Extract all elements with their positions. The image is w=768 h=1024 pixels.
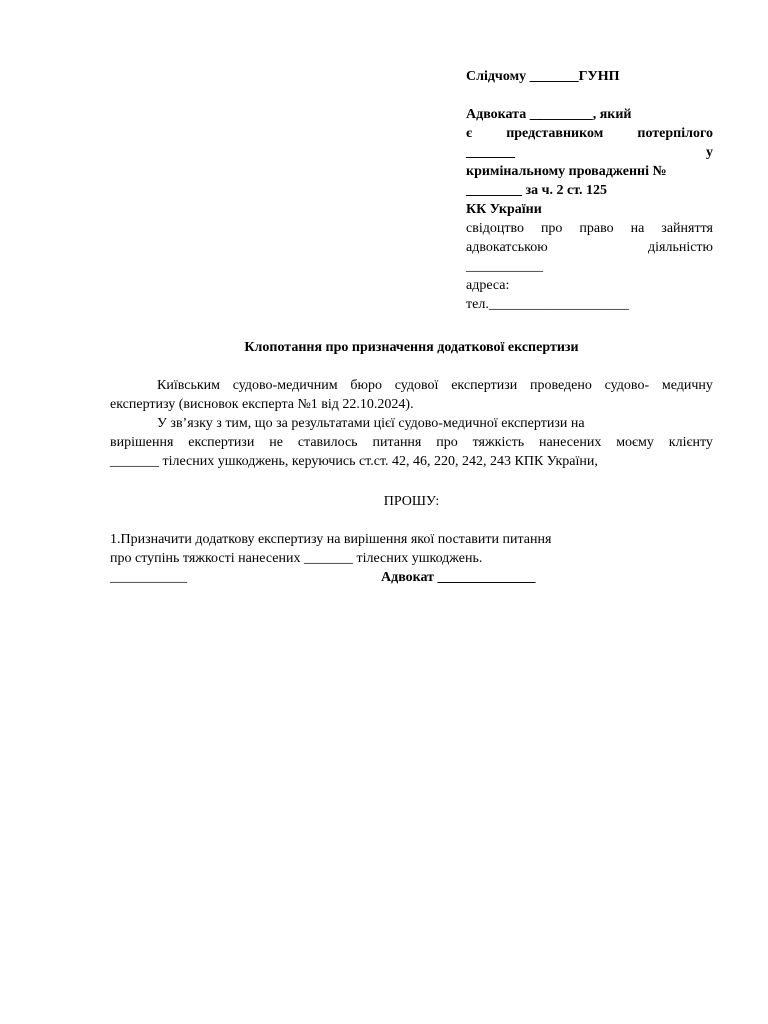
victim-line bbox=[466, 143, 713, 162]
activity-word: діяльністю bbox=[648, 240, 713, 255]
body-word: судово-медичним bbox=[232, 378, 338, 393]
request-heading: ПРОШУ: bbox=[383, 494, 440, 509]
cert-word: свідоцтво bbox=[466, 221, 524, 236]
phone-line: тел.____________________ bbox=[466, 297, 629, 312]
body-word: судово- bbox=[604, 378, 650, 393]
certificate-line bbox=[466, 219, 713, 238]
body-word: Київським bbox=[157, 378, 220, 393]
request-items bbox=[110, 530, 713, 568]
body-word: проведено bbox=[530, 378, 592, 393]
body-word: про bbox=[436, 435, 458, 450]
body-word: не bbox=[269, 435, 283, 450]
document-body bbox=[110, 376, 713, 471]
body-word: тяжкість bbox=[472, 435, 525, 450]
body-word: нанесених bbox=[538, 435, 602, 450]
spacer bbox=[466, 86, 713, 105]
body-word: експертизи bbox=[188, 435, 255, 450]
paragraph-1-line-1 bbox=[110, 376, 713, 395]
item-1-line-2: про ступінь тяжкості нанесених _______ тілесних ушкоджень. bbox=[110, 551, 483, 566]
paragraph-2-line-1: У зв’язку з тим, що за результатами цієї судово-медичної експертизи на bbox=[157, 416, 585, 431]
victim-u: у bbox=[706, 145, 713, 160]
paragraph-2-line-3: _______ тілесних ушкоджень, керуючись ст.ст. 42, 46, 220, 242, 243 КПК України, bbox=[110, 454, 598, 469]
body-word: вирішення bbox=[110, 435, 174, 450]
signature-row bbox=[110, 568, 713, 587]
code-line: КК України bbox=[466, 202, 542, 217]
paragraph-1-line-2: експертизу (висновок експерта №1 від 22.10.2024). bbox=[110, 397, 414, 412]
body-word: судової bbox=[394, 378, 439, 393]
cert-word: на bbox=[630, 221, 645, 236]
represent-word: представником bbox=[506, 126, 604, 141]
represent-word: потерпілого bbox=[637, 126, 713, 141]
certificate-blank: ___________ bbox=[466, 259, 543, 274]
article-line: ________ за ч. 2 ст. 125 bbox=[466, 183, 608, 198]
body-word: клієнту bbox=[668, 435, 713, 450]
address-line: адреса: bbox=[466, 278, 510, 293]
paragraph-2-line-2 bbox=[110, 433, 713, 452]
body-word: медичну bbox=[661, 378, 713, 393]
cert-word: про bbox=[540, 221, 563, 236]
victim-blank: _______ bbox=[466, 145, 515, 160]
item-1-line-1: 1.Призначити додаткову експертизу на вирішення якої поставити питання bbox=[110, 532, 552, 547]
represent-line bbox=[466, 124, 713, 143]
cert-word: право bbox=[579, 221, 614, 236]
document-title: Клопотання про призначення додаткової експертизи bbox=[244, 340, 579, 355]
body-word: ставилось bbox=[297, 435, 358, 450]
represent-word: є bbox=[466, 126, 473, 141]
body-word: питання bbox=[372, 435, 422, 450]
proceedings-line: кримінальному провадженні № bbox=[466, 164, 667, 179]
lawyer-signature: Адвокат ______________ bbox=[381, 570, 536, 585]
investigator-line: Слідчому _______ГУНП bbox=[466, 69, 620, 84]
activity-line bbox=[466, 238, 713, 257]
body-word: експертизи bbox=[451, 378, 518, 393]
body-word: моєму bbox=[616, 435, 654, 450]
date-blank: ___________ bbox=[110, 570, 187, 585]
cert-word: зайняття bbox=[661, 221, 713, 236]
lawyer-line: Адвоката _________, який bbox=[466, 107, 632, 122]
addressee-block bbox=[466, 67, 713, 314]
body-word: бюро bbox=[350, 378, 382, 393]
activity-word: адвокатською bbox=[466, 240, 548, 255]
